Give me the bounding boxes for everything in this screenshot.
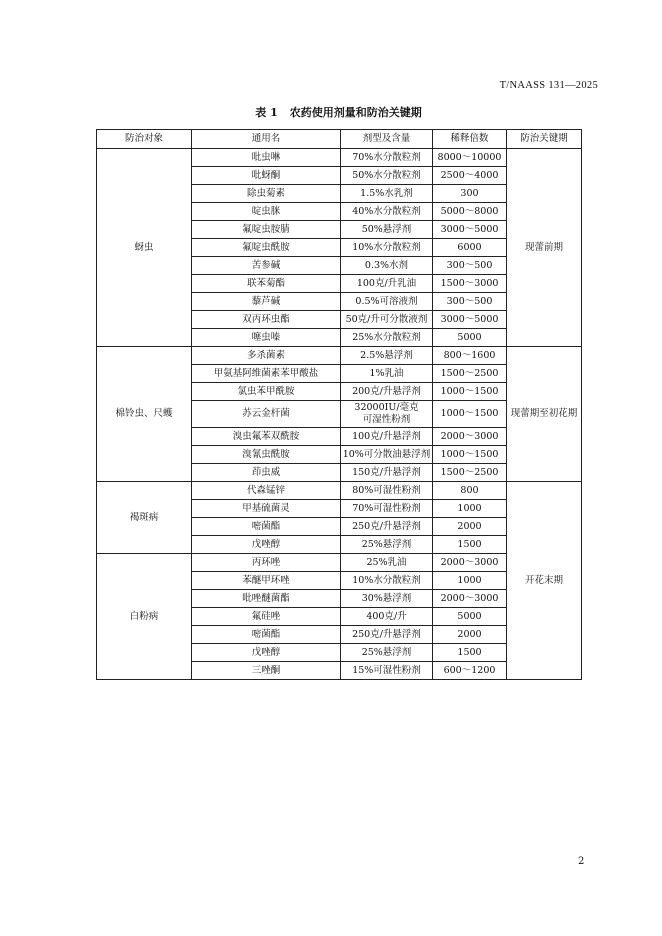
key-period-cell: 开花末期 — [507, 482, 582, 680]
table-caption — [96, 106, 581, 119]
formulation-cell: 10%水分散粒剂 — [341, 572, 433, 590]
common-name-cell: 藜芦碱 — [192, 293, 341, 311]
page-number: 2 — [578, 856, 585, 867]
dilution-cell: 1000～1500 — [433, 401, 507, 428]
table-number: 表 1 — [255, 106, 278, 119]
dilution-cell: 2000～3000 — [433, 554, 507, 572]
formulation-cell: 1.5%水乳剂 — [341, 185, 433, 203]
formulation-cell: 2.5%悬浮剂 — [341, 347, 433, 365]
dilution-cell: 1000 — [433, 572, 507, 590]
common-name-cell: 茚虫威 — [192, 464, 341, 482]
formulation-cell: 50%悬浮剂 — [341, 221, 433, 239]
table-header — [97, 130, 582, 149]
table-body — [97, 149, 582, 680]
common-name-cell: 氟硅唑 — [192, 608, 341, 626]
header-cell-key-period: 防治关键期 — [507, 130, 582, 149]
common-name-cell: 嘧菌酯 — [192, 518, 341, 536]
dilution-cell: 300～500 — [433, 257, 507, 275]
common-name-cell: 溴虫氟苯双酰胺 — [192, 428, 341, 446]
common-name-cell: 苦参碱 — [192, 257, 341, 275]
common-name-cell: 吡蚜酮 — [192, 167, 341, 185]
pesticide-dosage-table — [96, 129, 582, 680]
common-name-cell: 代森锰锌 — [192, 482, 341, 500]
dilution-cell: 1500～3000 — [433, 275, 507, 293]
dilution-cell: 800～1600 — [433, 347, 507, 365]
formulation-cell: 30%悬浮剂 — [341, 590, 433, 608]
dilution-cell: 300～500 — [433, 293, 507, 311]
formulation-cell: 1%乳油 — [341, 365, 433, 383]
formulation-cell: 250克/升悬浮剂 — [341, 518, 433, 536]
dilution-cell: 5000 — [433, 608, 507, 626]
dilution-cell: 8000～10000 — [433, 149, 507, 167]
formulation-cell: 50克/升可分散液剂 — [341, 311, 433, 329]
dilution-cell: 3000～5000 — [433, 311, 507, 329]
common-name-cell: 戊唑醇 — [192, 644, 341, 662]
standard-code: T/NAASS 131—2025 — [499, 80, 598, 91]
common-name-cell: 吡虫啉 — [192, 149, 341, 167]
dilution-cell: 2000 — [433, 626, 507, 644]
common-name-cell: 除虫菊素 — [192, 185, 341, 203]
common-name-cell: 联苯菊酯 — [192, 275, 341, 293]
formulation-cell: 80%可湿性粉剂 — [341, 482, 433, 500]
target-cell: 白粉病 — [97, 554, 192, 680]
target-cell: 褐斑病 — [97, 482, 192, 554]
target-cell: 蚜虫 — [97, 149, 192, 347]
table-row — [97, 347, 582, 365]
dilution-cell: 1500～2500 — [433, 464, 507, 482]
common-name-cell: 啶虫脒 — [192, 203, 341, 221]
formulation-cell: 0.5%可溶液剂 — [341, 293, 433, 311]
key-period-cell: 现蕾前期 — [507, 149, 582, 347]
header-cell-formulation: 剂型及含量 — [341, 130, 433, 149]
formulation-cell: 250克/升悬浮剂 — [341, 626, 433, 644]
formulation-cell: 150克/升悬浮剂 — [341, 464, 433, 482]
dilution-cell: 6000 — [433, 239, 507, 257]
common-name-cell: 吡唑醚菌酯 — [192, 590, 341, 608]
common-name-cell: 甲基硫菌灵 — [192, 500, 341, 518]
table-title: 农药使用剂量和防治关键期 — [289, 106, 422, 119]
header-cell-common-name: 通用名 — [192, 130, 341, 149]
common-name-cell: 双丙环虫酯 — [192, 311, 341, 329]
common-name-cell: 多杀菌素 — [192, 347, 341, 365]
formulation-cell: 0.3%水剂 — [341, 257, 433, 275]
common-name-cell: 三唑酮 — [192, 662, 341, 680]
formulation-cell: 25%水分散粒剂 — [341, 329, 433, 347]
target-cell: 棉铃虫、尺蠖 — [97, 347, 192, 482]
common-name-cell: 苏云金杆菌 — [192, 401, 341, 428]
dilution-cell: 1500～2500 — [433, 365, 507, 383]
dilution-cell: 2000～3000 — [433, 590, 507, 608]
common-name-cell: 氟啶虫酰胺 — [192, 239, 341, 257]
header-cell-dilution: 稀释倍数 — [433, 130, 507, 149]
formulation-cell: 100克/升乳油 — [341, 275, 433, 293]
formulation-cell: 25%悬浮剂 — [341, 644, 433, 662]
formulation-cell: 40%水分散粒剂 — [341, 203, 433, 221]
formulation-cell: 25%悬浮剂 — [341, 536, 433, 554]
formulation-cell: 10%可分散油悬浮剂 — [341, 446, 433, 464]
dilution-cell: 2000～3000 — [433, 428, 507, 446]
dilution-cell: 1500 — [433, 536, 507, 554]
key-period-cell: 现蕾期至初花期 — [507, 347, 582, 482]
common-name-cell: 丙环唑 — [192, 554, 341, 572]
dilution-cell: 1000 — [433, 500, 507, 518]
formulation-cell: 32000IU/毫克 可湿性粉剂 — [341, 401, 433, 428]
common-name-cell: 戊唑醇 — [192, 536, 341, 554]
formulation-cell: 100克/升悬浮剂 — [341, 428, 433, 446]
formulation-cell: 400克/升 — [341, 608, 433, 626]
dilution-cell: 5000 — [433, 329, 507, 347]
table-row — [97, 149, 582, 167]
dilution-cell: 800 — [433, 482, 507, 500]
dilution-cell: 300 — [433, 185, 507, 203]
header-cell-target: 防治对象 — [97, 130, 192, 149]
dilution-cell: 5000～8000 — [433, 203, 507, 221]
dilution-cell: 1500 — [433, 644, 507, 662]
dilution-cell: 2500～4000 — [433, 167, 507, 185]
formulation-cell: 10%水分散粒剂 — [341, 239, 433, 257]
dilution-cell: 2000 — [433, 518, 507, 536]
common-name-cell: 甲氨基阿维菌素苯甲酸盐 — [192, 365, 341, 383]
common-name-cell: 噻虫嗪 — [192, 329, 341, 347]
common-name-cell: 氯虫苯甲酰胺 — [192, 383, 341, 401]
table-row — [97, 482, 582, 500]
formulation-cell: 50%水分散粒剂 — [341, 167, 433, 185]
formulation-cell: 70%可湿性粉剂 — [341, 500, 433, 518]
table-header-row — [97, 130, 582, 149]
formulation-cell: 200克/升悬浮剂 — [341, 383, 433, 401]
common-name-cell: 氟啶虫胺腈 — [192, 221, 341, 239]
formulation-cell: 25%乳油 — [341, 554, 433, 572]
formulation-cell: 15%可湿性粉剂 — [341, 662, 433, 680]
common-name-cell: 嘧菌酯 — [192, 626, 341, 644]
dilution-cell: 1000～1500 — [433, 446, 507, 464]
common-name-cell: 溴氰虫酰胺 — [192, 446, 341, 464]
dilution-cell: 3000～5000 — [433, 221, 507, 239]
dilution-cell: 1000～1500 — [433, 383, 507, 401]
formulation-cell: 70%水分散粒剂 — [341, 149, 433, 167]
common-name-cell: 苯醚甲环唑 — [192, 572, 341, 590]
dilution-cell: 600～1200 — [433, 662, 507, 680]
